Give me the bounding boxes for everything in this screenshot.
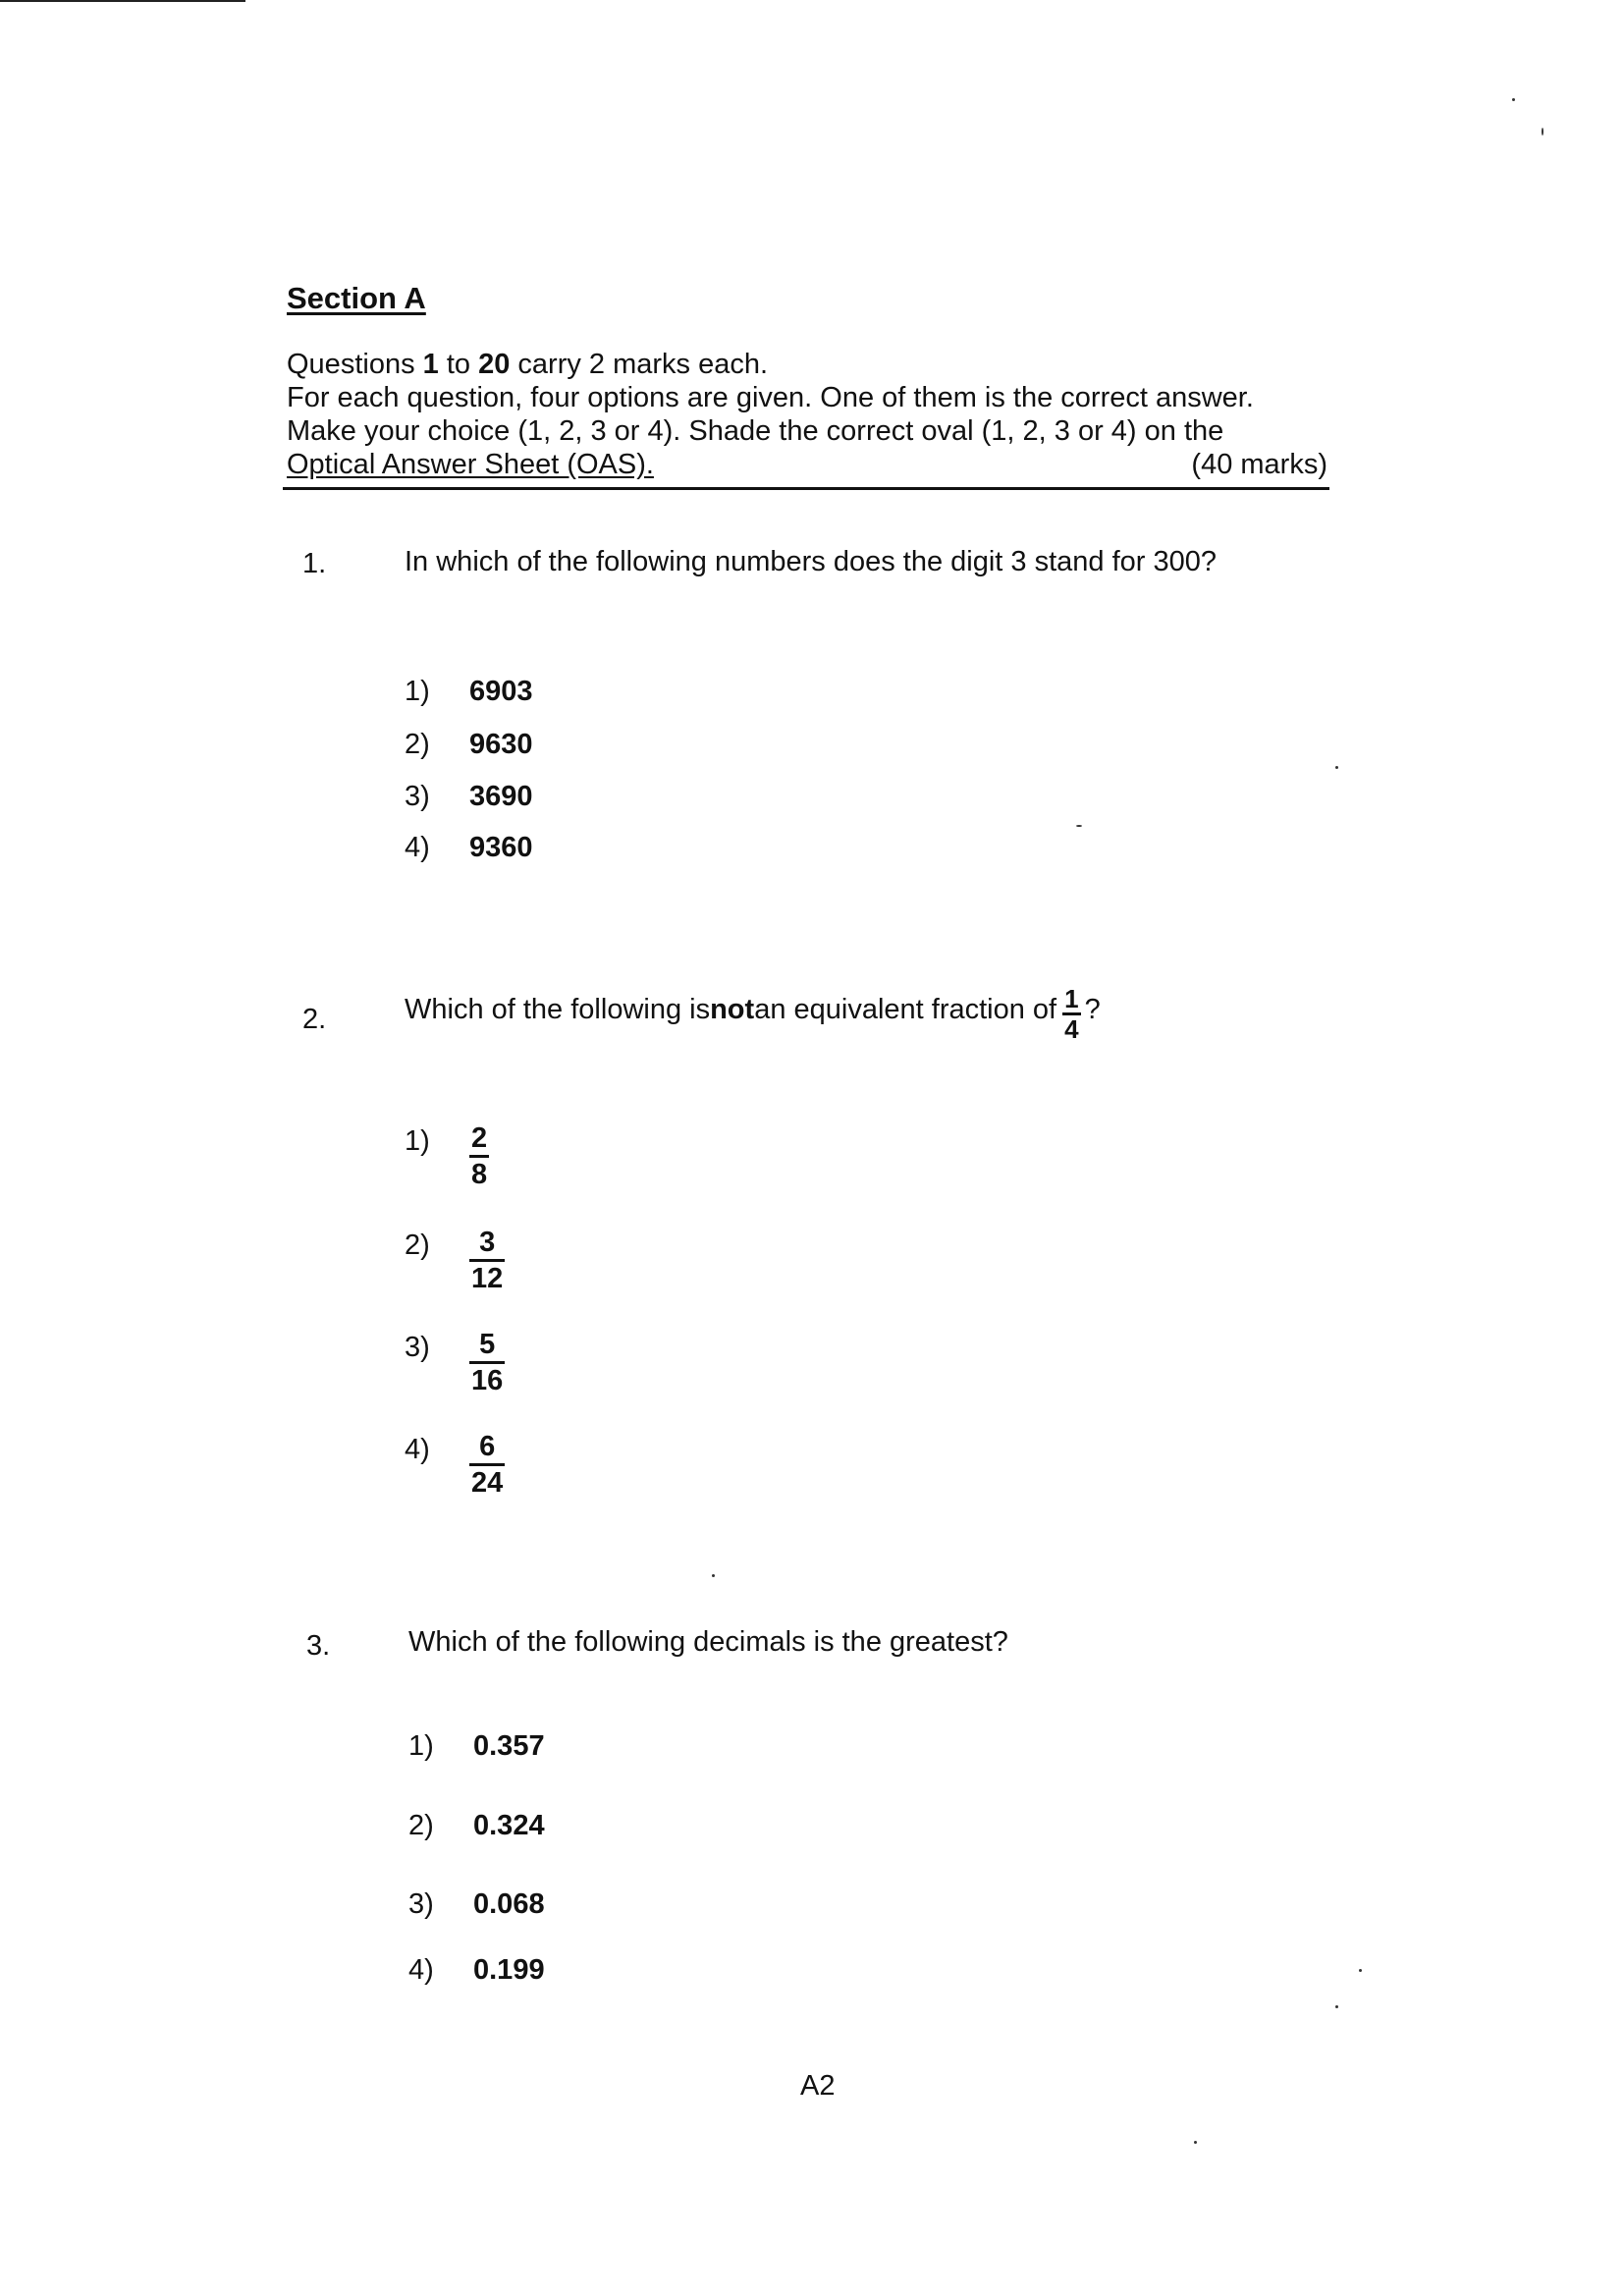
scan-speck [1335,766,1338,769]
section-marks: (40 marks) [1191,449,1327,480]
question-1-option-3 [405,781,533,813]
option-label: 1) [405,1125,430,1157]
option-value: 9630 [469,729,533,760]
fraction-numerator: 5 [479,1329,496,1360]
scan-speck [1359,1969,1362,1972]
question-3-option-1 [408,1730,545,1763]
question-2-text: Which of the following is not an equivalent fraction of $\frac{1}{4}$ ? [405,984,1101,1044]
option-label: 4) [405,832,430,863]
fraction-denominator: 8 [469,1155,489,1189]
fraction-numerator: 3 [479,1227,496,1258]
option-label: 2) [408,1810,434,1841]
instructions-line-1: Questions 1 to 20 carry 2 marks each. [287,349,769,380]
question-2-fraction [1062,986,1080,1042]
scan-speck [1335,2005,1338,2008]
option-label: 2) [405,1230,430,1261]
option-label: 1) [408,1730,434,1762]
question-1-number: 1. [302,548,327,579]
question-1-option-4 [405,832,533,864]
question-2-option-2 [405,1228,505,1294]
fraction-denominator: 24 [469,1463,505,1498]
option-label: 2) [405,729,430,760]
oas-reference: Optical Answer Sheet (OAS). [287,449,654,480]
option-value: 0.199 [473,1954,545,1986]
scan-speck [1542,128,1543,136]
fraction-denominator: 4 [1064,1014,1079,1044]
scan-speck [1076,825,1082,827]
option-value: 9360 [469,832,533,863]
page-number: A2 [800,2070,836,2102]
question-2-number: 2. [302,1004,327,1035]
scan-speck [1512,98,1515,101]
fraction-denominator: 12 [469,1259,505,1293]
option-value: 3690 [469,781,533,812]
question-3-option-3 [408,1888,545,1921]
option-fraction [469,1330,505,1396]
option-label: 3) [405,1332,430,1363]
option-label: 3) [408,1888,434,1920]
instructions-line-4 [287,448,1327,481]
option-value: 6903 [469,676,533,707]
fraction-numerator: 2 [471,1122,488,1154]
fraction-denominator: 16 [469,1361,505,1395]
fraction-numerator: 1 [1064,984,1079,1013]
option-value: 0.324 [473,1810,545,1841]
question-3-option-4 [408,1954,545,1987]
option-label: 4) [405,1434,430,1465]
section-title: Section A [287,281,426,315]
section-divider [283,487,1329,490]
option-fraction [469,1228,505,1294]
question-2-option-3 [405,1330,505,1396]
question-1-option-2 [405,729,533,761]
question-1-text: In which of the following numbers does the digit 3 stand for 300? [405,546,1218,577]
question-1-option-1 [405,676,533,708]
option-label: 1) [405,676,430,707]
question-3-text: Which of the following decimals is the greatest? [408,1626,1008,1658]
option-value: 0.357 [473,1730,545,1762]
question-2-option-1 [405,1123,489,1190]
scan-artifact-line [0,0,245,2]
option-fraction [469,1123,489,1190]
fraction-numerator: 6 [479,1431,496,1462]
instructions-line-2: For each question, four options are given. One of them is the correct answer. [287,382,1254,413]
question-3-number: 3. [306,1630,331,1662]
question-2-option-4 [405,1432,505,1499]
scan-speck [1194,2141,1197,2144]
option-value: 0.068 [473,1888,545,1920]
instructions-block [287,348,1327,481]
scan-speck [712,1574,715,1577]
option-label: 4) [408,1954,434,1986]
question-3-option-2 [408,1810,545,1842]
option-fraction [469,1432,505,1499]
instructions-line-3: Make your choice (1, 2, 3 or 4). Shade the correct oval (1, 2, 3 or 4) on the [287,415,1224,447]
emphasis-not: not [710,994,755,1025]
option-label: 3) [405,781,430,812]
